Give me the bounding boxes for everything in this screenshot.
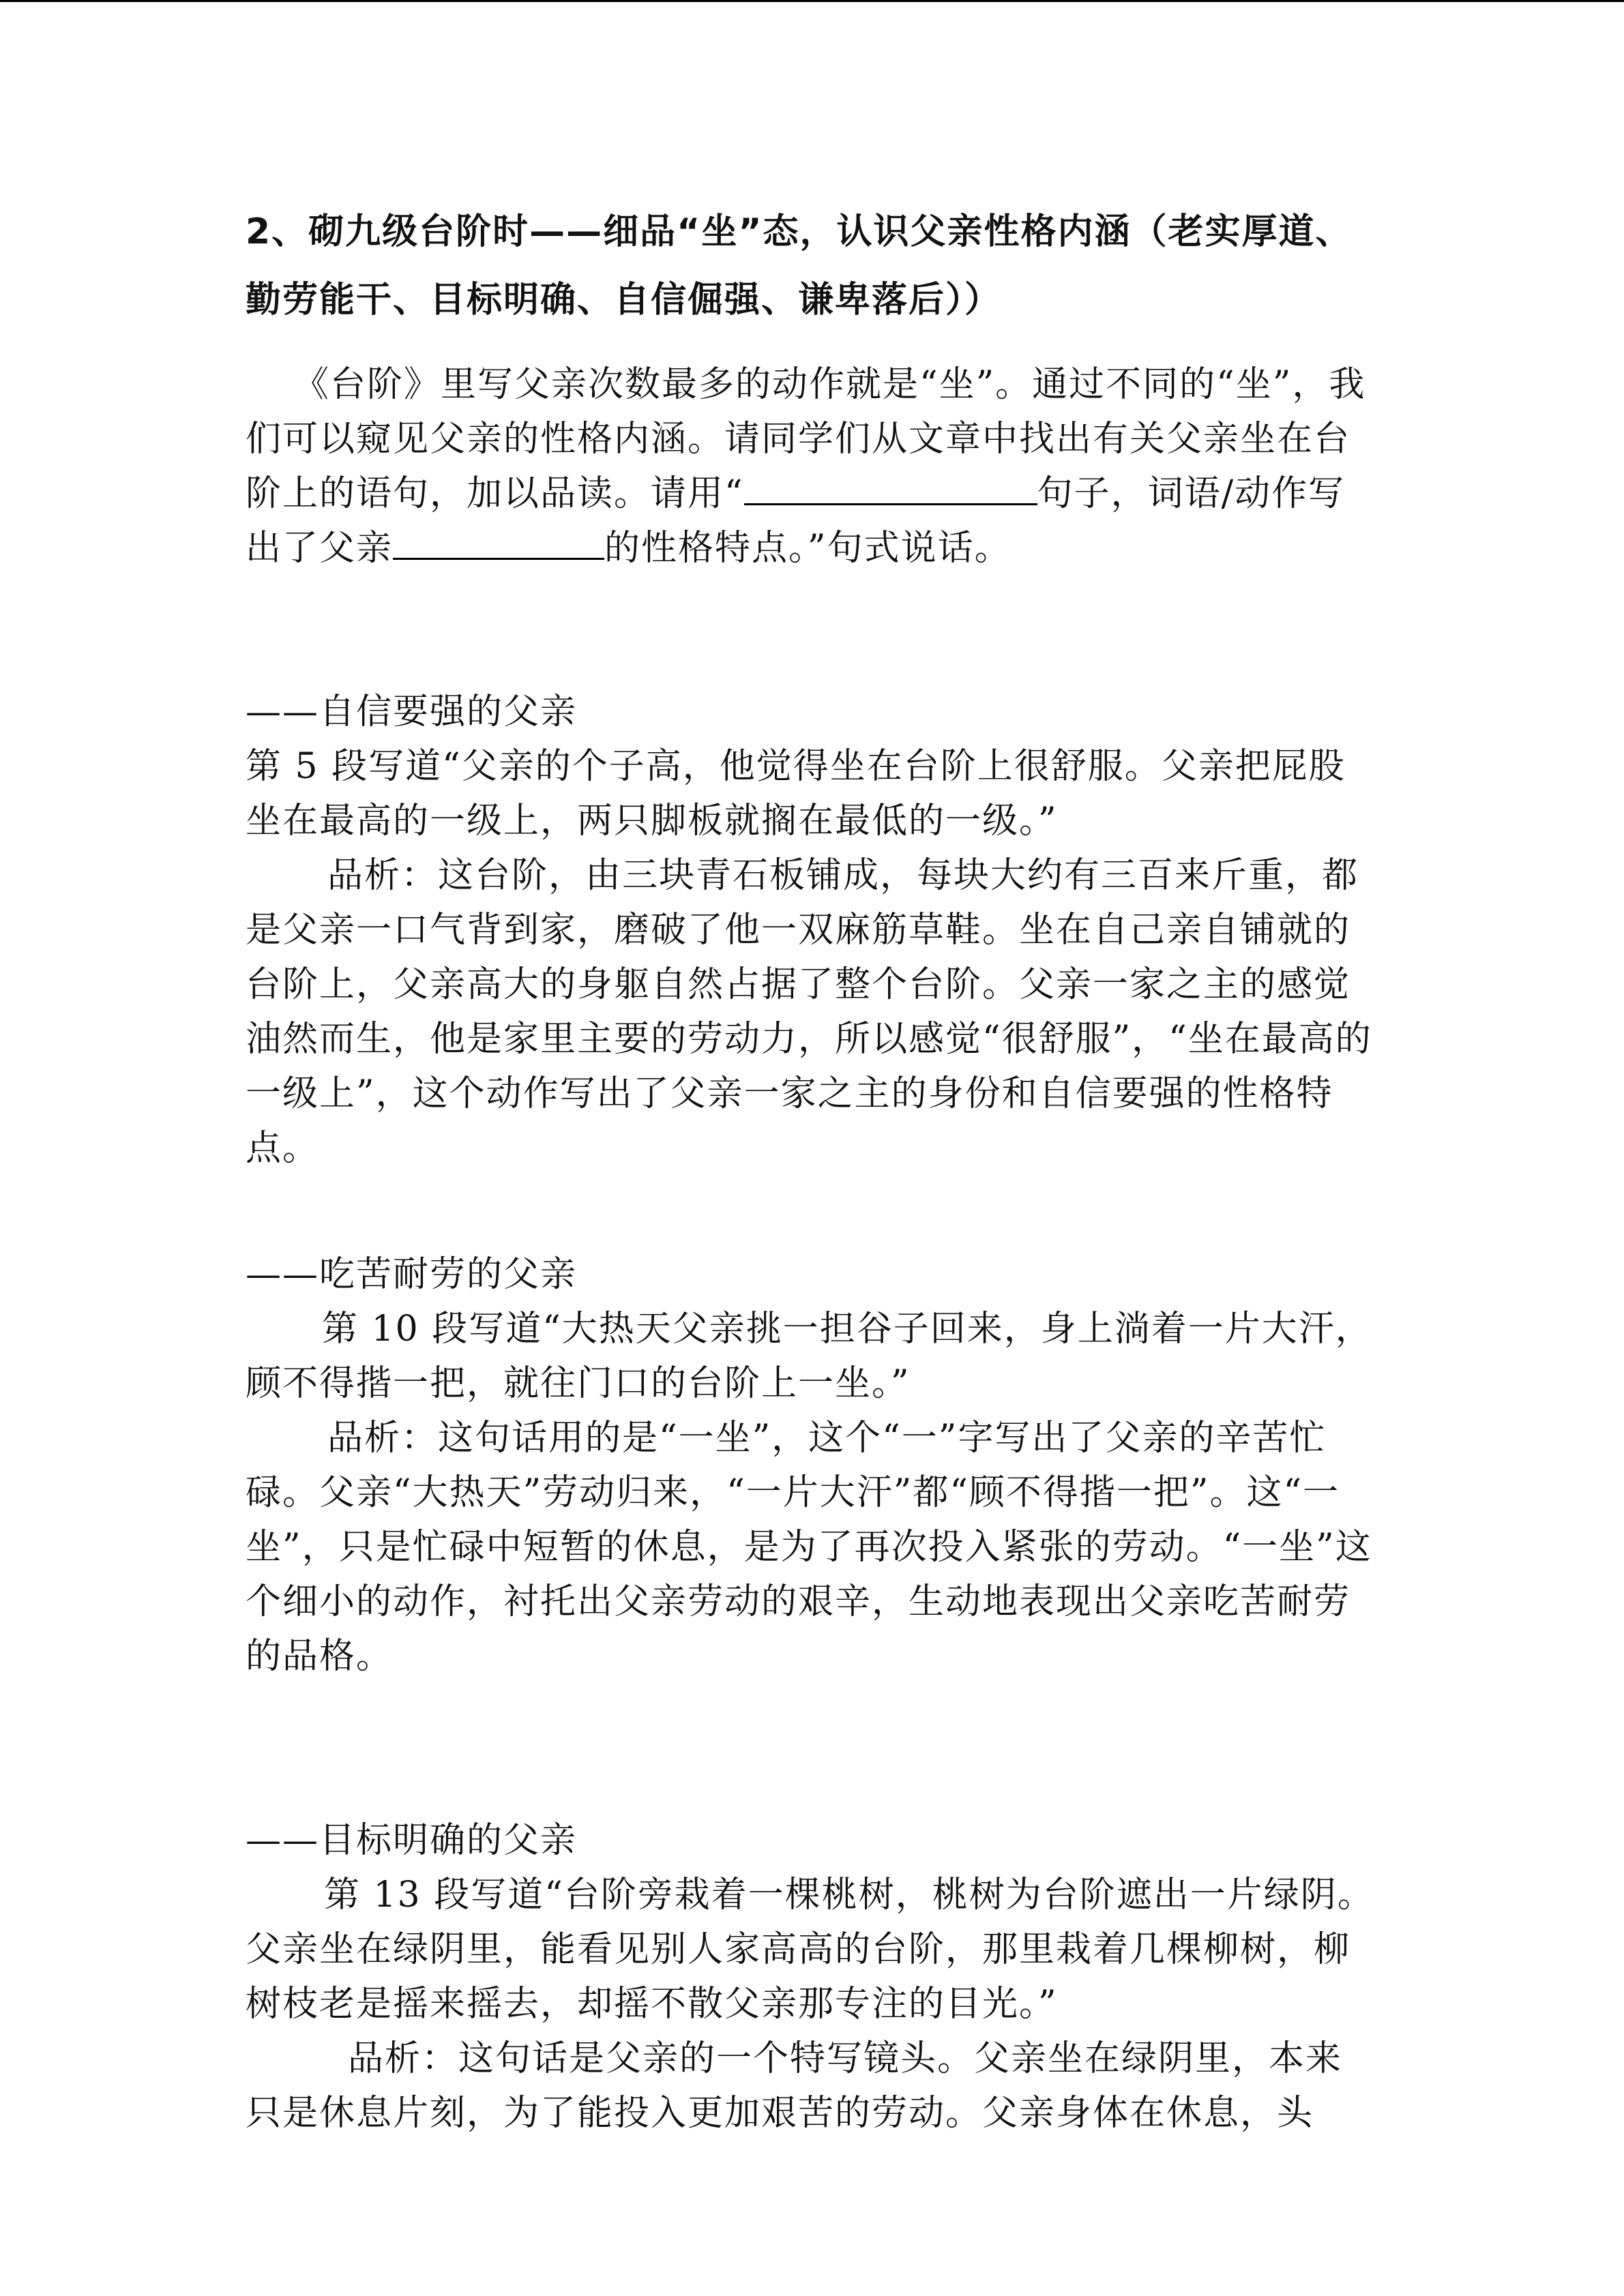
intro-paragraph — [246, 357, 1378, 576]
section-quote: 第 13 段写道“台阶旁栽着一棵桃树，桃树为台阶遮出一片绿阴。父亲坐在绿阴里，能看见别人家高高的台阶，那里栽着几棵柳树，柳树枝老是摇来摇去，却摇不散父亲那专注的目光。” — [246, 1875, 1374, 2025]
section-analysis: 品析：这台阶，由三块青石板铺成，每块大约有三百来斤重，都是父亲一口气背到家，磨破了他一双麻筋草鞋。坐在自己亲自铺就的台阶上，父亲高大的身躯自然占据了整个台阶。父亲一家之主的感觉油然而生，他是家里主要的劳动力，所以感觉“很舒服”，“坐在最高的一级上”，这个动作写出了父亲一家之主的身份和自信要强的性格特点。 — [246, 855, 1372, 1169]
section-heading: 2、砌九级台阶时——细品“坐”态，认识父亲性格内涵（老实厚道、勤劳能干、目标明确、自信倔强、谦卑落后）） — [246, 211, 1353, 320]
intro-text-2: 句子，词语/动作写出了父亲 — [246, 473, 1346, 569]
section-focused-father — [246, 1813, 1378, 2141]
intro-text-3: 的性格特点。”句式说话。 — [604, 528, 1012, 569]
fill-blank-sentence[interactable] — [744, 468, 1037, 505]
intro-text-1: 《台阶》里写父亲次数最多的动作就是“坐”。通过不同的“坐”，我们可以窥见父亲的性格内涵。请同学们从文章中找出有关父亲坐在台阶上的语句，加以品读。请用“ — [246, 364, 1366, 514]
section-title: ——目标明确的父亲 — [246, 1820, 578, 1861]
fill-blank-trait[interactable] — [393, 522, 604, 560]
document-page — [246, 198, 1378, 2141]
section-title: ——自信要强的父亲 — [246, 691, 578, 732]
section-analysis: 品析：这句话用的是“一坐”，这个“一”字写出了父亲的辛苦忙碌。父亲“大热天”劳动归来，“一片大汗”都“顾不得揩一把”。这“一坐”，只是忙碌中短暂的休息，是为了再次投入紧张的劳动。“一坐”这个细小的动作，衬托出父亲劳动的艰辛，生动地表现出父亲吃苦耐劳的品格。 — [246, 1418, 1372, 1677]
section-hardworking-father — [246, 1247, 1378, 1684]
section-quote: 第 10 段写道“大热天父亲挑一担谷子回来，身上淌着一片大汗，顾不得揩一把，就往门口的台阶上一坐。” — [246, 1309, 1372, 1404]
section-confident-father — [246, 685, 1378, 1176]
section-title: ——吃苦耐劳的父亲 — [246, 1254, 578, 1295]
page-top-border — [0, 0, 1624, 2]
section-quote: 第 5 段写道“父亲的个子高，他觉得坐在台阶上很舒服。父亲把屁股坐在最高的一级上，两只脚板就搁在最低的一级。” — [246, 746, 1346, 841]
section-analysis: 品析：这句话是父亲的一个特写镜头。父亲坐在绿阴里，本来只是休息片刻，为了能投入更加艰苦的劳动。父亲身体在休息，头 — [246, 2038, 1343, 2134]
